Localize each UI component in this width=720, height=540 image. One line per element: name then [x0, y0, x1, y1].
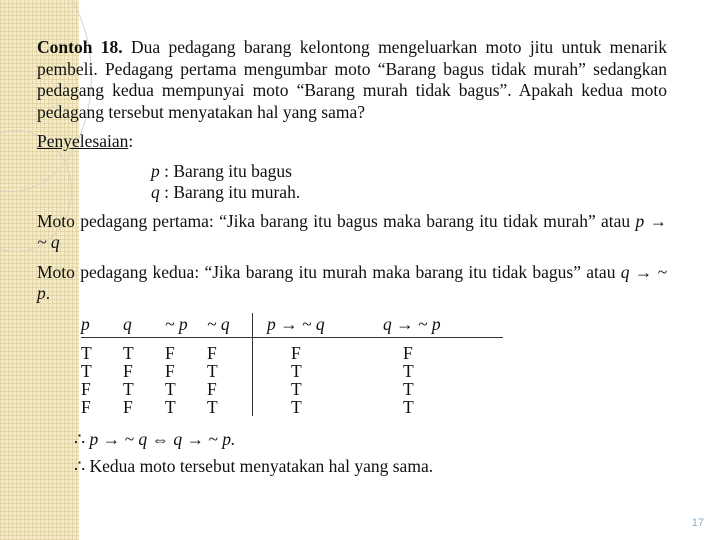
truth-table-header [81, 313, 503, 338]
table-cell: T [123, 342, 134, 363]
table-cell: T [123, 378, 134, 399]
table-cell: T [403, 378, 414, 399]
table-cell: F [403, 342, 413, 363]
table-cell: T [253, 398, 384, 416]
header-q-implies-not-p: q → ~ p [383, 313, 503, 338]
table-cell: T [207, 396, 218, 417]
table-cell: F [253, 337, 384, 362]
table-cell: F [123, 360, 133, 381]
truth-table [81, 313, 503, 416]
example-question: Dua pedagang barang kelontong mengeluarkan moto jitu untuk menarik pembeli. Pedagang pertama mengumbar moto “Barang bagus tidak murah” sedangkan pedagang kedua mempunyai moto “Barang murah tidak bagus”. Apakah kedua moto pedagang tersebut menyatakan hal yang sama? [37, 37, 667, 122]
moto-2-formula: q → ~ p [37, 261, 667, 303]
header-q: q [123, 313, 165, 338]
moto-1-paragraph: Moto pedagang pertama: “Jika barang itu bagus maka barang itu tidak murah” atau p → ~ q [37, 210, 667, 252]
solution-label: Penyelesaian [37, 131, 129, 151]
moto-2-paragraph: Moto pedagang kedua: “Jika barang itu murah maka barang itu tidak bagus” atau q → ~ p. [37, 261, 667, 303]
table-cell: T [81, 342, 92, 363]
table-cell: T [81, 360, 92, 381]
header-p-implies-not-q: p → ~ q [253, 313, 384, 338]
definition-q: q : Barang itu murah. [151, 181, 301, 202]
table-cell: F [81, 396, 91, 417]
table-cell: T [403, 360, 414, 381]
example-label: Contoh 18. [37, 37, 123, 57]
table-cell: T [403, 396, 414, 417]
table-cell: T [165, 396, 176, 417]
header-not-p: ~ p [165, 313, 207, 338]
table-cell: F [165, 360, 175, 381]
page-number: 17 [691, 517, 704, 529]
header-not-q: ~ q [207, 313, 253, 338]
table-cell: T [165, 378, 176, 399]
table-cell: T [207, 360, 218, 381]
table-cell: F [207, 378, 217, 399]
conclusion-line-2 [74, 453, 667, 480]
table-cell: T [253, 362, 384, 380]
definition-p: p : Barang itu bagus [151, 160, 292, 181]
therefore-symbol: ∴ [74, 455, 86, 476]
moto-1-formula: p → ~ q [37, 210, 667, 252]
table-row [81, 380, 503, 398]
table-cell: F [81, 378, 91, 399]
table-cell: F [123, 396, 133, 417]
table-cell: F [207, 342, 217, 363]
truth-table-wrapper [81, 313, 667, 416]
conclusion-line-1 [74, 426, 667, 453]
variable-definitions [151, 161, 667, 203]
conclusion [74, 426, 667, 480]
slide-content [37, 37, 667, 480]
table-cell: T [253, 380, 384, 398]
equivalence-formula: p → ~ q ⇔ q → ~ p. [89, 428, 236, 449]
therefore-symbol: ∴ [74, 428, 86, 449]
header-p: p [81, 313, 123, 338]
solution-heading: Penyelesaian: [37, 131, 134, 151]
table-row [81, 398, 503, 416]
table-row [81, 337, 503, 362]
example-paragraph [37, 37, 667, 123]
conclusion-text: Kedua moto tersebut menyatakan hal yang sama. [89, 455, 434, 476]
table-row [81, 362, 503, 380]
table-cell: F [165, 342, 175, 363]
